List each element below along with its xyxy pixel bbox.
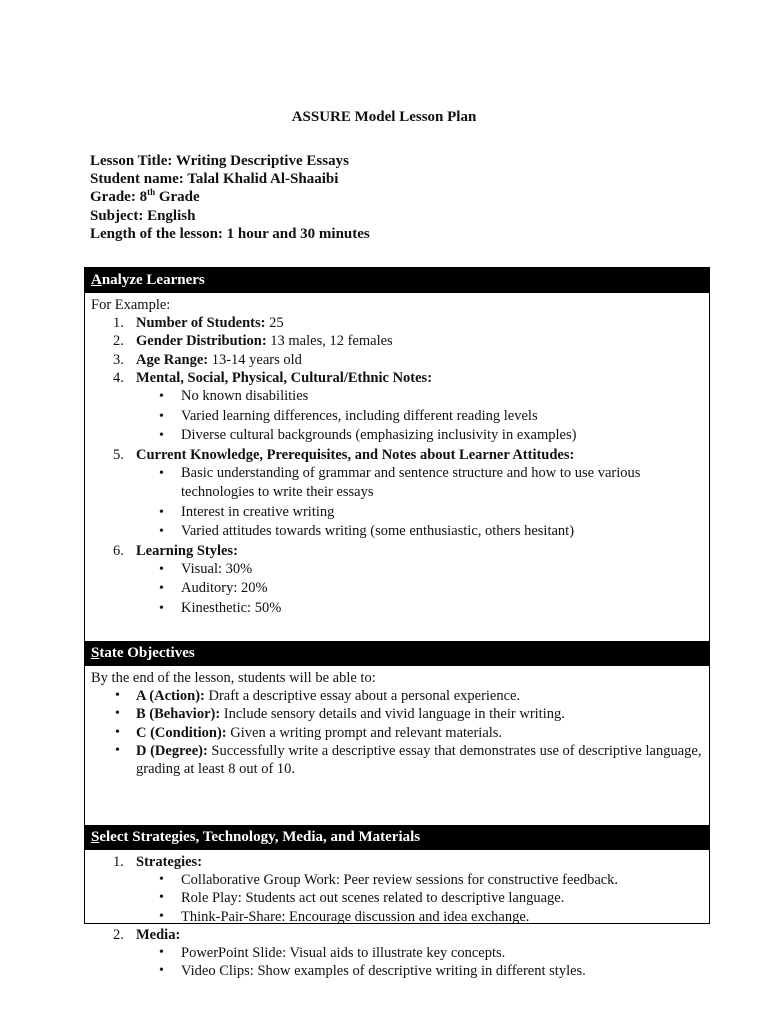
section-header-select-strategies: Select Strategies, Technology, Media, and Materials (85, 825, 709, 850)
bullet-item: • Varied attitudes towards writing (some enthusiastic, others hesitant) (91, 522, 703, 542)
bullet-item: • Video Clips: Show examples of descriptive writing in different styles. (91, 962, 703, 980)
objective-item: • B (Behavior): Include sensory details and vivid language in their writing. (91, 705, 703, 723)
objective-item: • A (Action): Draft a descriptive essay about a personal experience. (91, 687, 703, 705)
bullet-item: • Think-Pair-Share: Encourage discussion and idea exchange. (91, 908, 703, 926)
list-item: 5. Current Knowledge, Prerequisites, and Notes about Learner Attitudes: (113, 446, 575, 463)
objectives-intro: By the end of the lesson, students will be able to: (91, 670, 376, 686)
section-body-select-strategies (85, 850, 709, 980)
bullet-item: • Visual: 30% (91, 560, 703, 580)
bullet-item: • PowerPoint Slide: Visual aids to illustrate key concepts. (91, 944, 703, 962)
objective-item: • D (Degree): Successfully write a descriptive essay that demonstrates use of descriptive language, grading at least 8 out of 10. (91, 742, 703, 778)
lesson-meta (90, 152, 370, 243)
list-item: 4. Mental, Social, Physical, Cultural/Ethnic Notes: (113, 369, 433, 386)
list-item: 1. Strategies: (113, 854, 203, 870)
bullet-item: • Interest in creative writing (91, 503, 703, 523)
bullet-item: • Auditory: 20% (91, 579, 703, 599)
objective-item: • C (Condition): Given a writing prompt and relevant materials. (91, 724, 703, 742)
section-body-state-objectives (85, 666, 709, 825)
lesson-length: Length of the lesson: 1 hour and 30 minutes (90, 225, 370, 242)
list-item: 2. Gender Distribution: 13 males, 12 females (113, 333, 393, 350)
section-header-state-objectives: State Objectives (85, 641, 709, 666)
section-body-analyze-learners (85, 293, 709, 641)
section-header-analyze-learners: Analyze Learners (85, 268, 709, 293)
bullet-item: • Collaborative Group Work: Peer review sessions for constructive feedback. (91, 871, 703, 889)
subject: Subject: English (90, 207, 196, 224)
list-item: 3. Age Range: 13-14 years old (113, 351, 302, 368)
bullet-item: • Role Play: Students act out scenes related to descriptive language. (91, 889, 703, 907)
grade: Grade: 8th Grade (90, 187, 200, 206)
student-name: Student name: Talal Khalid Al-Shaaibi (90, 171, 339, 188)
bullet-item: • Varied learning differences, including different reading levels (91, 407, 703, 427)
document-title: ASSURE Model Lesson Plan (291, 109, 477, 125)
list-item: 6. Learning Styles: (113, 542, 238, 559)
lesson-title: Lesson Title: Writing Descriptive Essays (90, 153, 349, 169)
lesson-plan-table (84, 267, 710, 980)
list-item: 2. Media: (113, 926, 181, 943)
list-item: 1. Number of Students: 25 (113, 315, 284, 332)
bullet-item: • No known disabilities (91, 387, 703, 407)
bullet-item: • Kinesthetic: 50% (91, 599, 703, 619)
bullet-item: • Basic understanding of grammar and sentence structure and how to use various technologies to write their essays (91, 464, 703, 503)
bullet-item: • Diverse cultural backgrounds (emphasizing inclusivity in examples) (91, 426, 703, 446)
analyze-intro: For Example: (91, 297, 171, 313)
